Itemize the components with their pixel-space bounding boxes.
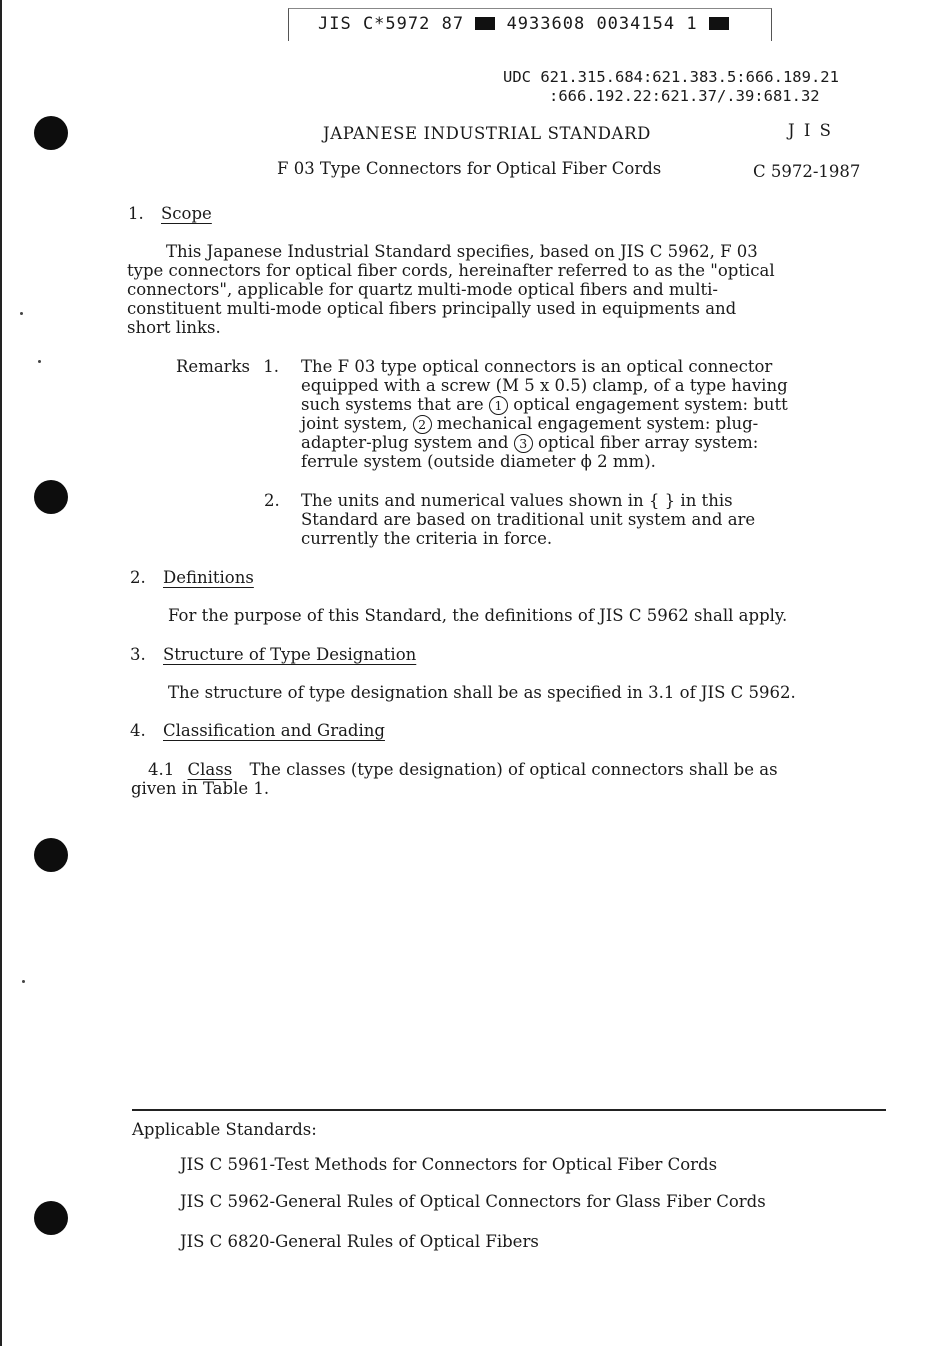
punch-hole [34,480,68,514]
scan-speck [22,980,25,983]
remark1-line: equipped with a screw (M 5 x 0.5) clamp, of a type having [301,376,788,395]
scope-line: constituent multi-mode optical fibers principally used in equipments and [127,299,737,318]
scan-speck [38,360,41,363]
applicable-item: JIS C 6820-General Rules of Optical Fibers [180,1232,539,1251]
scope-line: This Japanese Industrial Standard specifies, based on JIS C 5962, F 03 [166,242,758,261]
remark-number: 2. [264,491,280,510]
remarks-label [176,357,279,376]
punch-hole [34,116,68,150]
section-title: Definitions [163,568,254,587]
section-number: 2. [130,568,146,587]
subsection-title: Class [187,760,233,779]
document-title: F 03 Type Connectors for Optical Fiber Cords [277,159,662,178]
block-glyph [475,17,495,30]
section-heading-definitions [130,568,254,587]
remark1-line [301,414,758,434]
remark1-line [301,395,788,415]
class-text: The classes (type designation) of optical connectors shall be as [249,760,778,779]
section-title: Scope [161,204,212,223]
document-number: C 5972-1987 [753,162,861,181]
catalog-stamp [318,14,729,34]
udc-line-2: :666.192.22:621.37/.39:681.32 [549,87,820,105]
definitions-body: For the purpose of this Standard, the definitions of JIS C 5962 shall apply. [168,606,788,625]
jis-mark: J I S [788,121,833,140]
remark2-line: currently the criteria in force. [301,529,553,548]
punch-hole [34,838,68,872]
scope-line: short links. [127,318,221,337]
remark-number: 1. [263,357,280,376]
applicable-item: JIS C 5961-Test Methods for Connectors for Optical Fiber Cords [180,1155,718,1174]
remark2-line: Standard are based on traditional unit system and are [301,510,756,529]
standard-title: JAPANESE INDUSTRIAL STANDARD [323,124,651,143]
subsection-number: 4.1 [148,760,175,779]
scope-line: connectors", applicable for quartz multi-mode optical fibers and multi- [127,280,718,299]
section-number: 1. [128,204,144,223]
stamp-prefix: JIS C*5972 87 [318,14,465,34]
circled-number: 3 [514,434,533,453]
remark1-line: ferrule system (outside diameter ϕ 2 mm). [301,452,656,471]
section-number: 3. [130,645,146,664]
scan-speck [20,312,23,315]
section-heading-scope [128,204,212,223]
class-line: given in Table 1. [131,779,270,798]
remark2-line: The units and numerical values shown in { } in this [301,491,733,510]
remark1-text: mechanical engagement system: plug- [436,414,759,433]
circled-number: 1 [489,396,508,415]
remark1-line [301,433,758,453]
remark1-text: joint system, [301,414,408,433]
remark1-line: The F 03 type optical connectors is an optical connector [301,357,773,376]
remarks-word: Remarks [176,357,251,376]
remark1-text: optical engagement system: butt [513,395,788,414]
udc-line-1: UDC 621.315.684:621.383.5:666.189.21 [503,68,839,86]
circled-number: 2 [413,415,432,434]
section-number: 4. [130,721,146,740]
applicable-heading: Applicable Standards: [132,1120,317,1139]
section-title: Classification and Grading [163,721,385,740]
remark1-text: such systems that are [301,395,484,414]
scope-line: type connectors for optical fiber cords, hereinafter referred to as the "optical [127,261,775,280]
class-line [148,760,778,779]
section-heading-classification [130,721,385,740]
remark1-text: adapter-plug system and [301,433,509,452]
punch-hole [34,1201,68,1235]
structure-body: The structure of type designation shall be as specified in 3.1 of JIS C 5962. [168,683,796,702]
page-left-edge [0,0,2,1346]
section-heading-structure [130,645,416,664]
footnote-rule [132,1109,886,1111]
stamp-code: 4933608 0034154 1 [506,14,698,34]
remark1-text: optical fiber array system: [538,433,759,452]
section-title: Structure of Type Designation [163,645,417,664]
block-glyph [709,17,729,30]
applicable-item: JIS C 5962-General Rules of Optical Connectors for Glass Fiber Cords [180,1192,766,1211]
